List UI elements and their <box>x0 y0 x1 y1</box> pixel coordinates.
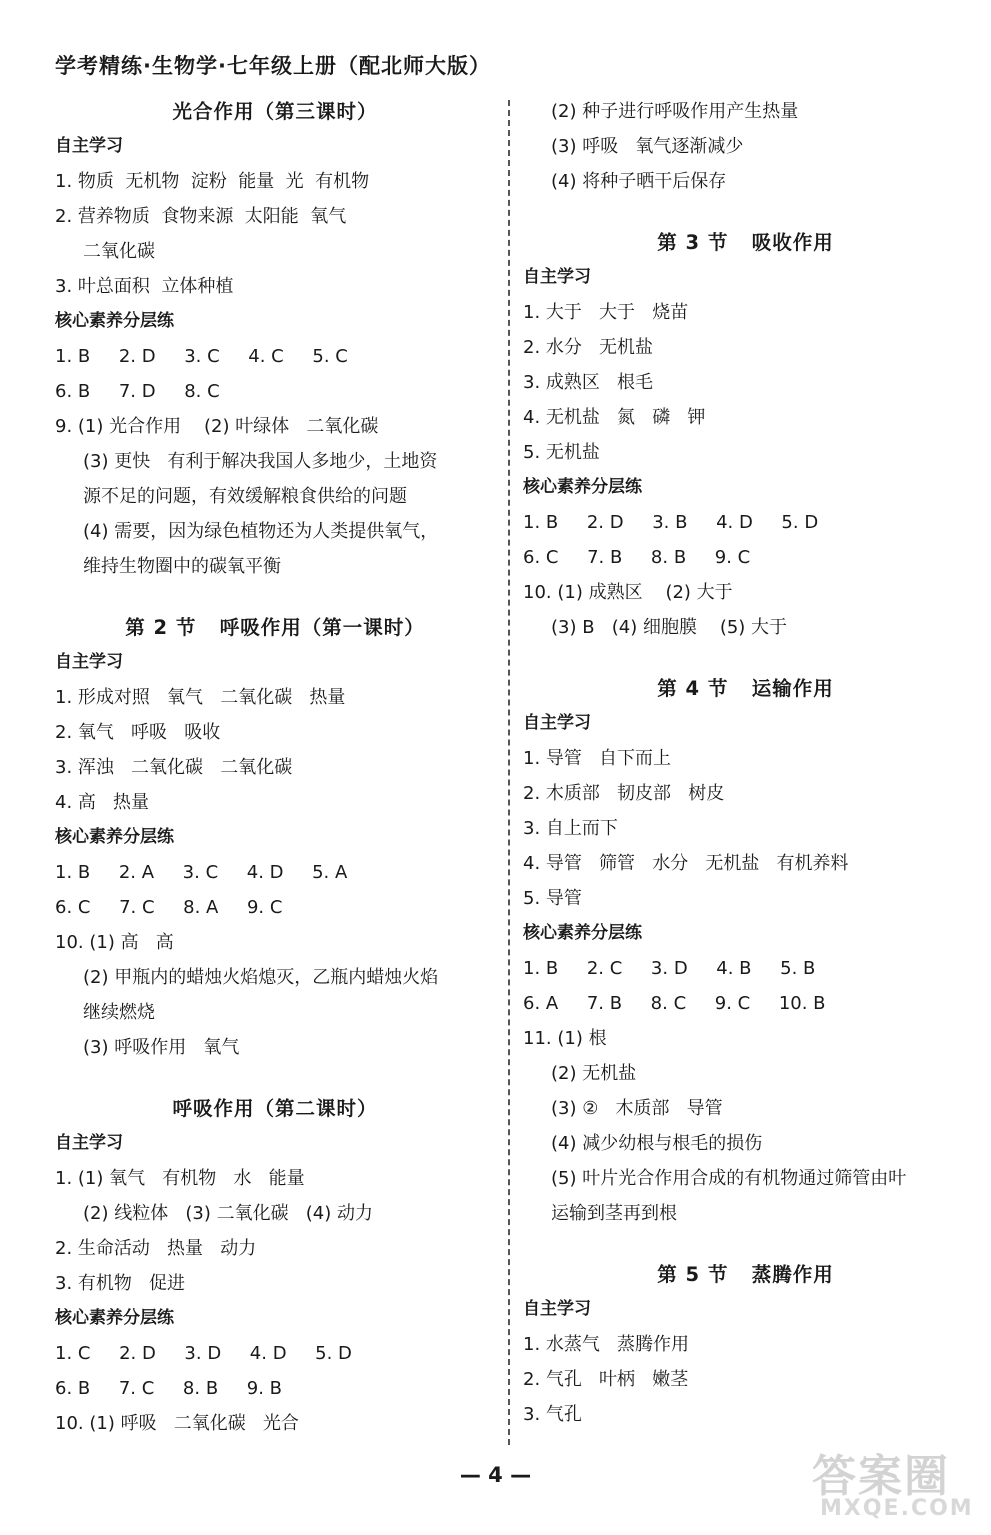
answer-line: 1. 水蒸气 蒸腾作用 <box>523 1334 690 1355</box>
subsection-heading: 自主学习 <box>523 1299 591 1319</box>
answer-line-continued: (2) 无机盐 <box>551 1063 637 1084</box>
answer-line-continued: (5) 叶片光合作用合成的有机物通过筛管由叶 <box>551 1168 907 1189</box>
answer-line-continued: 二氧化碳 <box>83 241 155 262</box>
section-title: 第 4 节 运输作用 <box>657 677 834 700</box>
answer-line-continued: 运输到茎再到根 <box>551 1203 677 1224</box>
answer-line: 1. 物质 无机物 淀粉 能量 光 有机物 <box>55 171 370 192</box>
subsection-heading: 自主学习 <box>55 652 123 672</box>
answer-line: 1. 大于 大于 烧苗 <box>523 302 689 323</box>
answer-line: 6. C 7. C 8. A 9. C <box>55 897 283 918</box>
answer-line: 10. (1) 高 高 <box>55 932 174 953</box>
section-title: 光合作用（第三课时） <box>172 100 378 123</box>
answer-line-continued: (2) 甲瓶内的蜡烛火焰熄灭，乙瓶内蜡烛火焰 <box>83 967 439 988</box>
answer-line-continued: (4) 将种子晒干后保存 <box>551 171 727 192</box>
subsection-heading: 核心素养分层练 <box>523 923 642 943</box>
answer-line-continued: (3) B (4) 细胞膜 (5) 大于 <box>551 617 788 638</box>
answer-line: 2. 气孔 叶柄 嫩茎 <box>523 1369 689 1390</box>
watermark-sub-text: MXQE.COM <box>820 1496 974 1521</box>
answer-line: 3. 自上而下 <box>523 818 618 839</box>
section-gap <box>523 199 968 225</box>
section-title: 第 3 节 吸收作用 <box>657 231 834 254</box>
section-gap <box>523 645 968 671</box>
answer-line: 5. 无机盐 <box>523 442 600 463</box>
answer-line: 6. B 7. C 8. B 9. B <box>55 1378 283 1399</box>
answer-line-continued: (2) 种子进行呼吸作用产生热量 <box>551 101 799 122</box>
answer-line-continued: 维持生物圈中的碳氧平衡 <box>83 556 281 577</box>
answer-line: 10. (1) 成熟区 (2) 大于 <box>523 582 733 603</box>
answer-line: 2. 氧气 呼吸 吸收 <box>55 722 221 743</box>
answer-line-continued: 源不足的问题，有效缓解粮食供给的问题 <box>83 486 407 507</box>
answer-line: 2. 水分 无机盐 <box>523 337 654 358</box>
page-number: — 4 — <box>459 1463 532 1487</box>
right-column <box>523 94 968 1432</box>
subsection-heading: 自主学习 <box>55 136 123 156</box>
subsection-heading: 自主学习 <box>55 1133 123 1153</box>
answer-line: 1. (1) 氧气 有机物 水 能量 <box>55 1168 305 1189</box>
left-column <box>55 94 495 1441</box>
answer-line: 6. B 7. D 8. C <box>55 381 220 402</box>
answer-line-continued: (3) 呼吸作用 氧气 <box>83 1037 240 1058</box>
answer-line-continued: (2) 线粒体 (3) 二氧化碳 (4) 动力 <box>83 1203 373 1224</box>
section-title: 第 2 节 呼吸作用（第一课时） <box>125 616 425 639</box>
answer-line: 2. 生命活动 热量 动力 <box>55 1238 257 1259</box>
answer-line: 4. 无机盐 氮 磷 钾 <box>523 407 706 428</box>
watermark-main-text: 答案圈 <box>812 1451 950 1502</box>
column-divider <box>508 100 510 1445</box>
answer-line: 3. 成熟区 根毛 <box>523 372 654 393</box>
answer-line: 6. C 7. B 8. B 9. C <box>523 547 751 568</box>
answer-line: 1. 导管 自下而上 <box>523 748 672 769</box>
book-title: 学考精练·生物学·七年级上册（配北师大版） <box>55 54 491 78</box>
answer-line: 1. B 2. C 3. D 4. B 5. B <box>523 958 816 979</box>
answer-line: 4. 导管 筛管 水分 无机盐 有机养料 <box>523 853 849 874</box>
answer-line: 3. 有机物 促进 <box>55 1273 186 1294</box>
answer-line: 6. A 7. B 8. C 9. C 10. B <box>523 993 826 1014</box>
subsection-heading: 核心素养分层练 <box>55 827 174 847</box>
section-gap <box>523 1231 968 1257</box>
answer-line-continued: (3) 呼吸 氧气逐渐减少 <box>551 136 744 157</box>
subsection-heading: 自主学习 <box>523 713 591 733</box>
answer-line-continued: (4) 减少幼根与根毛的损伤 <box>551 1133 763 1154</box>
section-title: 第 5 节 蒸腾作用 <box>657 1263 834 1286</box>
answer-line-continued: 继续燃烧 <box>83 1002 155 1023</box>
answer-line: 4. 高 热量 <box>55 792 150 813</box>
answer-line: 2. 营养物质 食物来源 太阳能 氧气 <box>55 206 347 227</box>
answer-line-continued: (3) ② 木质部 导管 <box>551 1098 723 1119</box>
section-gap <box>55 584 495 610</box>
answer-line: 1. B 2. D 3. B 4. D 5. D <box>523 512 819 533</box>
answer-line: 1. B 2. A 3. C 4. D 5. A <box>55 862 348 883</box>
subsection-heading: 核心素养分层练 <box>55 311 174 331</box>
answer-line-continued: (4) 需要，因为绿色植物还为人类提供氧气， <box>83 521 439 542</box>
subsection-heading: 自主学习 <box>523 267 591 287</box>
answer-line: 3. 气孔 <box>523 1404 582 1425</box>
answer-line-continued: (3) 更快 有利于解决我国人多地少，土地资 <box>83 451 438 472</box>
answer-line: 2. 木质部 韧皮部 树皮 <box>523 783 725 804</box>
answer-line: 9. (1) 光合作用 (2) 叶绿体 二氧化碳 <box>55 416 379 437</box>
answer-line: 11. (1) 根 <box>523 1028 607 1049</box>
answer-line: 1. 形成对照 氧气 二氧化碳 热量 <box>55 687 346 708</box>
section-title: 呼吸作用（第二课时） <box>172 1097 378 1120</box>
answer-line: 5. 导管 <box>523 888 582 909</box>
subsection-heading: 核心素养分层练 <box>55 1308 174 1328</box>
answer-line: 3. 浑浊 二氧化碳 二氧化碳 <box>55 757 293 778</box>
answer-line: 10. (1) 呼吸 二氧化碳 光合 <box>55 1413 299 1434</box>
section-gap <box>55 1065 495 1091</box>
subsection-heading: 核心素养分层练 <box>523 477 642 497</box>
watermark-logo <box>812 1440 982 1530</box>
answer-line: 3. 叶总面积 立体种植 <box>55 276 234 297</box>
answer-line: 1. C 2. D 3. D 4. D 5. D <box>55 1343 352 1364</box>
answer-line: 1. B 2. D 3. C 4. C 5. C <box>55 346 348 367</box>
